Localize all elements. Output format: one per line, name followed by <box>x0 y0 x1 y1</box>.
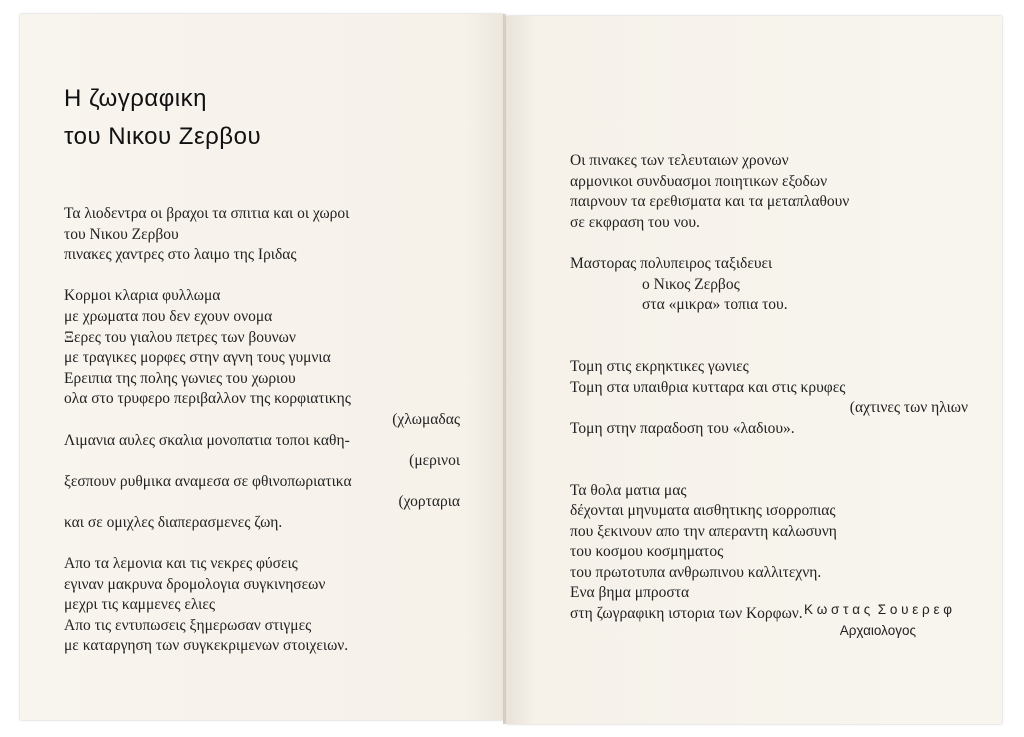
poem-line-continuation: (αχτινες των ηλιων <box>849 399 968 417</box>
poem-line: Κορμοι κλαρια φυλλωμα <box>64 287 221 305</box>
poem-line: στα «μικρα» τοπια του. <box>642 296 788 314</box>
poem-line: Οι πινακες των τελευταιων χρονων <box>570 152 789 169</box>
poem-line: στη ζωγραφικη ιστορια των Κορφων. <box>570 605 803 623</box>
poem-line: ολα στο τρυφερο περιβαλλον της κορφιατικης <box>64 390 351 408</box>
poem-line: δέχονται μηνυματα αισθητικης ισορροπιας <box>570 502 836 520</box>
author-name: Κ ω σ τ α ς Σ ο υ ε ρ ε φ <box>804 602 952 617</box>
poem-line-continuation: (χορταρια <box>398 493 460 511</box>
poem-line: που ξεκινουν απο την απεραντη καλωσυνη <box>570 522 837 540</box>
poem-line: αρμονικοι συνδυασμοι ποιητικων εξοδων <box>570 172 828 190</box>
poem-line: Ενα βημα μπροστα <box>570 584 690 602</box>
signature <box>720 602 952 638</box>
poem-line: Τα θολα ματια μας <box>570 481 687 499</box>
right-poem <box>570 151 968 625</box>
poem-line: εγιναν μακρυνα δρομολογια συγκινησεων <box>64 575 326 593</box>
poem-line-continuation: (χλωμαδας <box>392 410 460 428</box>
poem-line: σε εκφραση του νου. <box>570 213 700 231</box>
poem-line: Απο τα λεμονια και τις νεκρες φύσεις <box>64 555 298 573</box>
poem-line: παιρνουν τα ερεθισματα και τα μεταπλαθουν <box>570 193 850 211</box>
poem-line: πινακες χαντρες στο λαιμο της Ιριδας <box>64 246 297 264</box>
poem-line: του πρωτοτυπα ανθρωπινου καλλιτεχνη. <box>570 563 822 581</box>
poem-line: ξεσπουν ρυθμικα αναμεσα σε φθινοπωριατικα <box>64 472 352 490</box>
poem-line: Λιμανια αυλες σκαλια μονοπατια τοποι καθη- <box>64 431 350 449</box>
poem-line: μεχρι τις καμμενες ελιες <box>64 596 215 614</box>
left-poem <box>64 204 460 657</box>
title-line-1: Η ζωγραφικη <box>64 85 207 112</box>
poem-line: και σε ομιχλες διαπερασμενες ζωη. <box>64 513 283 531</box>
poem-line: Τομη στην παραδοση του «λαδιου». <box>570 419 795 437</box>
poem-line: Τομη στα υπαιθρια κυτταρα και στις κρυφες <box>570 378 846 396</box>
poem-line: Ξερες του γιαλου πετρες των βουνων <box>64 328 296 346</box>
poem-line: ο Νικος Ζερβος <box>642 275 740 293</box>
author-role: Αρχαιολογος <box>839 623 916 638</box>
poem-line: με χρωματα που δεν εχουν ονομα <box>64 307 273 325</box>
poem-line: του Νικου Ζερβου <box>64 225 179 243</box>
poem-line: Ερειπια της πολης γωνιες του χωριου <box>64 369 296 387</box>
poem-line: Απο τις εντυπωσεις ξημερωσαν στιγμες <box>64 616 312 634</box>
poem-line: Τομη στις εκρηκτικες γωνιες <box>570 357 749 375</box>
title-line-2: του Νικου Ζερβου <box>64 123 262 150</box>
poem-line-continuation: (μερινοι <box>409 452 460 470</box>
page-title <box>64 80 261 156</box>
poem-line: με καταργηση των συγκεκριμενων στοιχειων. <box>64 637 349 655</box>
poem-line: Τα λιοδεντρα οι βραχοι τα σπιτια και οι χωροι <box>64 205 350 222</box>
poem-line: του κοσμου κοσμηματος <box>570 543 724 561</box>
poem-line: με τραγικες μορφες στην αγνη τους γυμνια <box>64 349 331 367</box>
poem-line: Μαστορας πολυπειρος ταξιδευει <box>570 254 773 272</box>
